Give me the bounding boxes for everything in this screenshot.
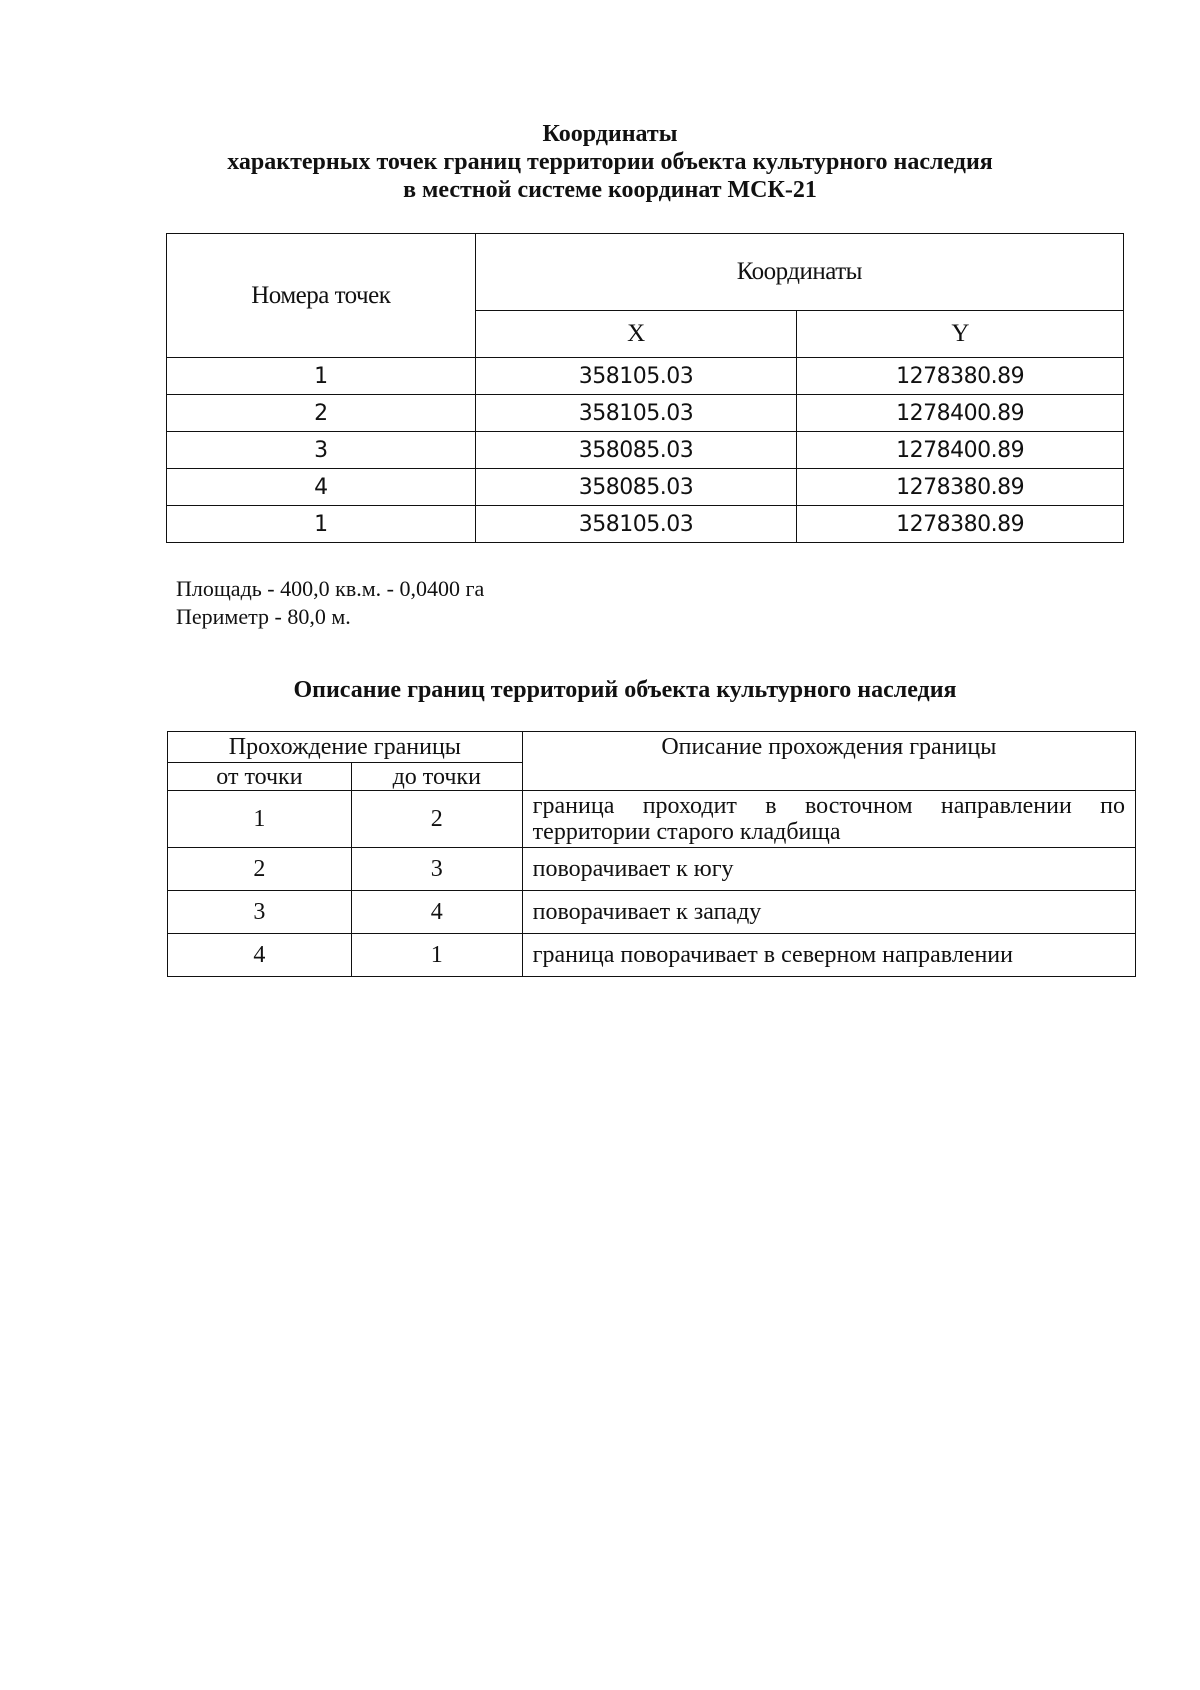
- header-from-point: от точки: [168, 763, 352, 791]
- table-row: [168, 848, 1136, 891]
- passage-description: граница поворачивает в северном направлении: [522, 934, 1135, 977]
- table-row: [168, 891, 1136, 934]
- to-point: 1: [351, 934, 522, 977]
- coordinates-table: [166, 233, 1124, 543]
- coord-y: 1278400.89: [797, 395, 1124, 432]
- point-number: 3: [167, 432, 476, 469]
- perimeter-text: Периметр - 80,0 м.: [176, 604, 351, 629]
- coord-x: 358105.03: [475, 506, 797, 543]
- table-row: [168, 934, 1136, 977]
- coord-x: 358085.03: [475, 432, 797, 469]
- passage-description: поворачивает к югу: [522, 848, 1135, 891]
- coord-x: 358105.03: [475, 395, 797, 432]
- description-title: Описание границ территорий объекта культурного наследия: [293, 677, 957, 703]
- from-point: 2: [168, 848, 352, 891]
- area-text: Площадь - 400,0 кв.м. - 0,0400 га: [176, 576, 485, 601]
- title-line-1: Координаты: [542, 121, 678, 147]
- coord-x: 358105.03: [475, 358, 797, 395]
- point-number: 1: [167, 358, 476, 395]
- to-point: 2: [351, 791, 522, 848]
- passage-description: поворачивает к западу: [522, 891, 1135, 934]
- point-number: 2: [167, 395, 476, 432]
- passage-description: граница проходит в восточном направлении по территории старого кладбища: [522, 791, 1135, 848]
- coord-y: 1278400.89: [797, 432, 1124, 469]
- coord-x: 358085.03: [475, 469, 797, 506]
- document-title: [0, 120, 1200, 204]
- area-summary: [176, 575, 484, 631]
- table-row: [167, 395, 1124, 432]
- to-point: 4: [351, 891, 522, 934]
- header-x: X: [475, 311, 797, 358]
- header-coordinates: Координаты: [475, 234, 1123, 311]
- from-point: 4: [168, 934, 352, 977]
- coord-y: 1278380.89: [797, 506, 1124, 543]
- header-point-numbers: Номера точек: [167, 234, 476, 358]
- header-to-point: до точки: [351, 763, 522, 791]
- coord-y: 1278380.89: [797, 469, 1124, 506]
- table-row: [167, 469, 1124, 506]
- header-passage-description: Описание прохождения границы: [522, 732, 1135, 791]
- header-boundary-passage: Прохождение границы: [168, 732, 523, 763]
- from-point: 3: [168, 891, 352, 934]
- coord-y: 1278380.89: [797, 358, 1124, 395]
- title-line-3: в местной системе координат МСК-21: [403, 177, 817, 203]
- table-row: [168, 791, 1136, 848]
- table-row: [167, 432, 1124, 469]
- boundary-description-table: [167, 731, 1136, 977]
- point-number: 1: [167, 506, 476, 543]
- title-line-2: характерных точек границ территории объекта культурного наследия: [227, 149, 993, 175]
- point-number: 4: [167, 469, 476, 506]
- table-row: [167, 358, 1124, 395]
- table-row: [167, 506, 1124, 543]
- header-y: Y: [797, 311, 1124, 358]
- from-point: 1: [168, 791, 352, 848]
- to-point: 3: [351, 848, 522, 891]
